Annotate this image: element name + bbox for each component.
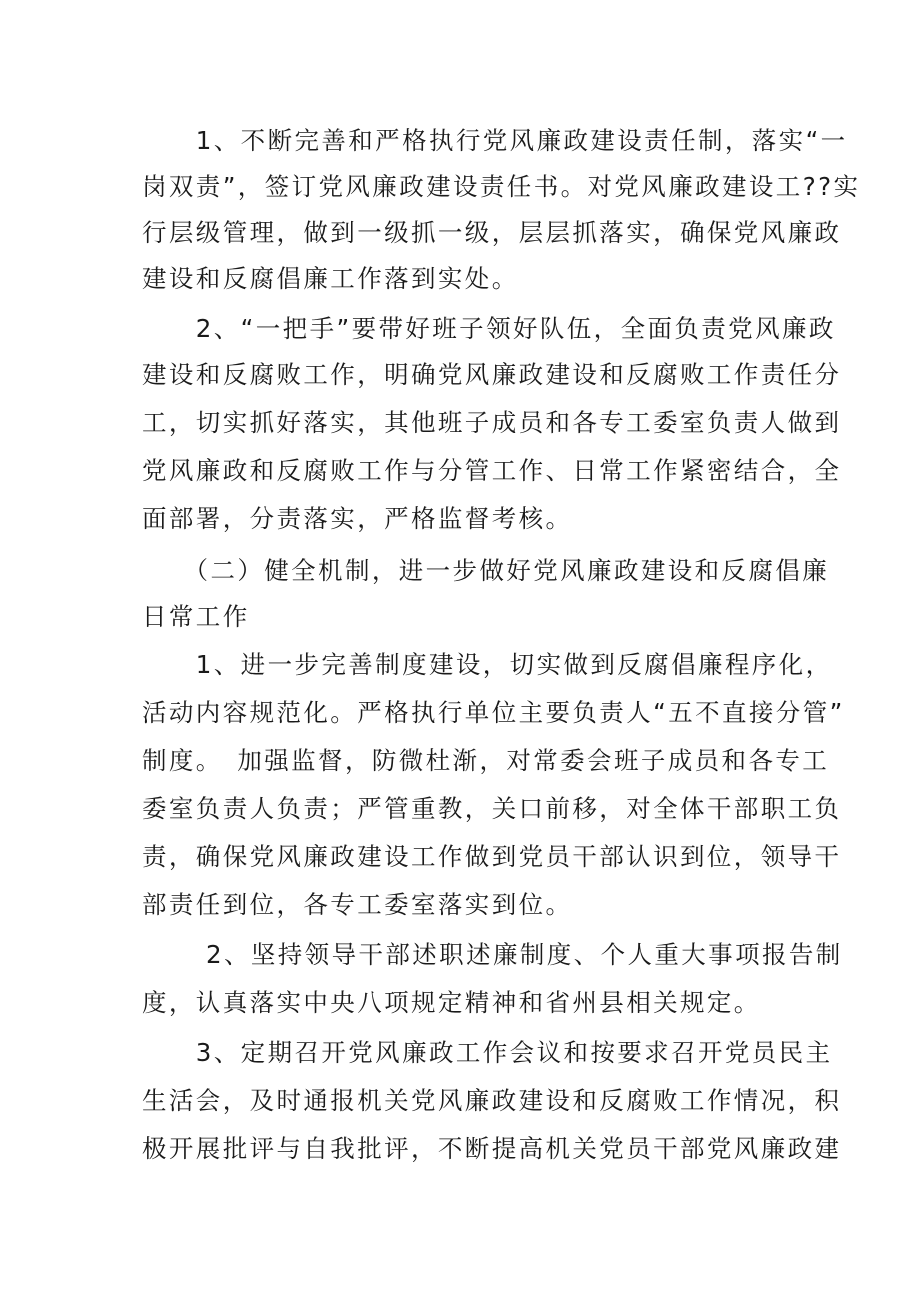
- text-line: 1、进一步完善制度建设，切实做到反腐倡廉程序化，: [142, 650, 833, 679]
- text-line: 度，认真落实中央八项规定精神和省州县相关规定。: [142, 988, 761, 1017]
- text-line: 2、坚持领导干部述职述廉制度、个人重大事项报告制: [142, 940, 843, 969]
- text-line: 建设和反腐倡廉工作落到实处。: [142, 264, 519, 293]
- text-line: 2、“一把手”要带好班子领好队伍，全面负责党风廉政: [142, 314, 836, 343]
- section-heading: （二）健全机制，进一步做好党风廉政建设和反腐倡廉: [142, 556, 830, 585]
- text-line: 委室负责人负责；严管重教，关口前移，对全体干部职工负: [142, 794, 842, 823]
- text-line: 活动内容规范化。严格执行单位主要负责人“五不直接分管”: [142, 698, 845, 727]
- text-line: 1、不断完善和严格执行党风廉政建设责任制，落实“一: [142, 126, 848, 155]
- text-line: 生活会，及时通报机关党风廉政建设和反腐败工作情况，积: [142, 1086, 842, 1115]
- text-line: 党风廉政和反腐败工作与分管工作、日常工作紧密结合，全: [142, 456, 842, 485]
- section-heading: 日常工作: [142, 602, 250, 631]
- text-line: 行层级管理，做到一级抓一级，层层抓落实，确保党风廉政: [142, 218, 842, 247]
- text-line: 岗双责”，签订党风廉政建设责任书。对党风廉政建设工??实: [142, 172, 861, 201]
- text-line: 面部署，分责落实，严格监督考核。: [142, 504, 573, 533]
- text-line: 责，确保党风廉政建设工作做到党员干部认识到位，领导干: [142, 842, 842, 871]
- text-line: 部责任到位，各专工委室落实到位。: [142, 890, 573, 919]
- text-line: 建设和反腐败工作，明确党风廉政建设和反腐败工作责任分: [142, 360, 842, 389]
- text-line: 制度。 加强监督，防微杜渐，对常委会班子成员和各专工: [142, 746, 830, 775]
- text-line: 3、定期召开党风廉政工作会议和按要求召开党员民主: [142, 1038, 833, 1067]
- text-line: 工，切实抓好落实，其他班子成员和各专工委室负责人做到: [142, 408, 842, 437]
- text-line: 极开展批评与自我批评，不断提高机关党员干部党风廉政建: [142, 1134, 842, 1163]
